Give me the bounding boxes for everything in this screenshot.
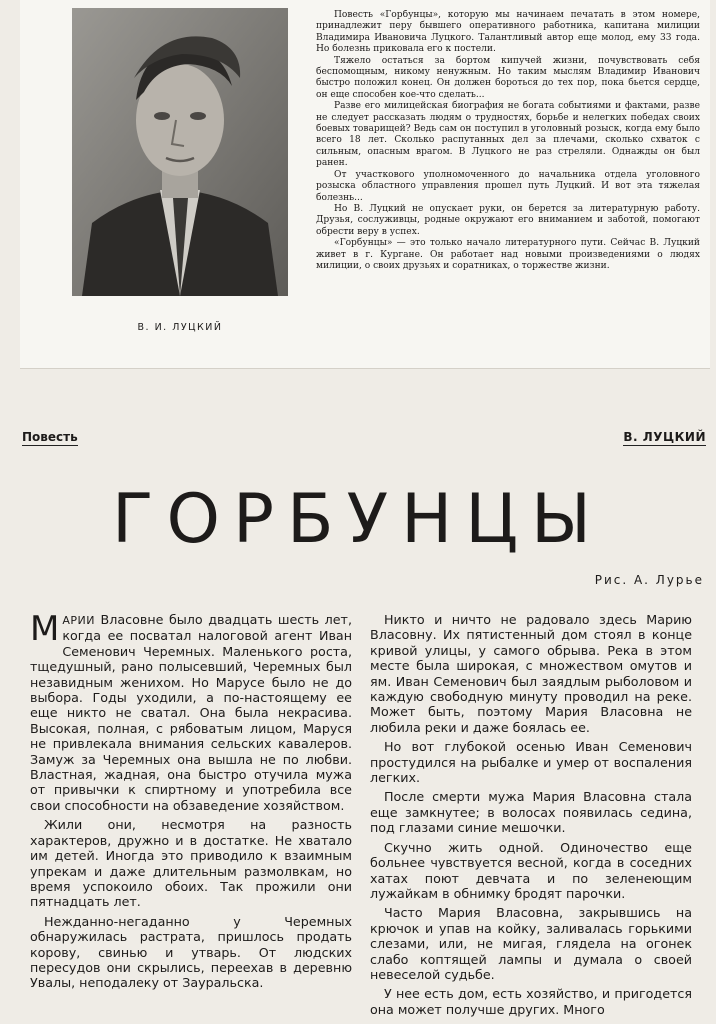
story-paragraph: Никто и ничто не радовало здесь Марию Власовну. Их пятистенный дом стоял в конце кривой улицы, у самого обрыва. Река в этом месте была широкая, с множеством омутов и ям. Иван Семенович был заядлым рыболовом и каждую свободную минуту проводил на реке. Может быть, поэтому Мария Власовна не любила реки и даже боялась ее. (370, 612, 692, 735)
story-column-right (370, 612, 692, 1024)
intro-paragraph: Разве его милицейская биография не богата событиями и фактами, разве не следует рассказать людям о трудностях, борьбе и нелегких победах своих боевых товарищей? Ведь сам он поступил в уголовный розыск, когда ему было всего 18 лет. Сколько распутанных дел за плечами, сколько схваток с сильным, опасным врагом. В Луцкого не раз стреляли. Однажды он был ранен. (316, 101, 700, 169)
story-text: Власовне было двадцать шесть лет, когда ее посватал налоговой агент Иван Семенович Черемных. Маленького роста, тщедушный, рано полысевший, Черемных был незавидным женихом. Но Марусе было не до выбора. Годы уходили, а по-настоящему ее еще никто не сватал. Она была некрасива. Высокая, полная, с рябоватым лицом, Маруся не привлекала внимания сельских кавалеров. Замуж за Черемных она вышла не по любви. Властная, жадная, она быстро отучила мужа от привычки к спиртному и употребила все свои способности на обзаведение хозяйством. (30, 612, 352, 813)
author-intro-panel (20, 0, 710, 369)
story-paragraph: У нее есть дом, есть хозяйство, и пригодется она может получше других. Много (370, 986, 692, 1017)
story-paragraph: Нежданно-негаданно у Черемных обнаружилась растрата, пришлось продать корову, свинью и утварь. От людских пересудов они скрылись, переехав в деревню Увалы, неподалеку от Зауральска. (30, 913, 352, 991)
intro-paragraph: «Горбунцы» — это только начало литературного пути. Сейчас В. Луцкий живет в г. Кургане. Он работает над новыми произведениями о людях милиции, о своих друзьях и соратниках, о торжестве жизни. (316, 238, 700, 271)
story-column-left (30, 612, 352, 1024)
story-paragraph: Часто Мария Власовна, закрывшись на крючок и упав на койку, заливалась горькими слезами, или, не мигая, глядела на огонек слабо коптящей лампы и думала о своей невеселой судьбе. (370, 905, 692, 982)
story-paragraph: Скучно жить одной. Одиночество еще больнее чувствуется весной, когда в соседних хатах поют девчата и по зеленеющим лужайкам в обнимку бродят парочки. (370, 839, 692, 901)
author-byline: В. ЛУЦКИЙ (623, 430, 706, 444)
intro-text (316, 10, 700, 360)
illustrator-credit: Рис. А. Лурье (594, 573, 704, 587)
story-paragraph: Жили они, несмотря на разность характеров, дружно и в достатке. Не хватало им детей. Иногда это приводило к взаимным упрекам и даже длительным размолвкам, но время успокоило обоих. Так прожили они пятнадцать лет. (30, 817, 352, 910)
intro-paragraph: От участкового уполномоченного до начальника отдела уголовного розыска областного управления прошел путь Луцкий. И вот эта тяжелая болезнь... (316, 169, 700, 203)
story-paragraph: Но вот глубокой осенью Иван Семенович простудился на рыбалке и умер от воспаления легких. (370, 739, 692, 786)
story-paragraph: После смерти мужа Мария Власовна стала еще замкнутее; в волосах появилась седина, под глазами синие мешочки. (370, 789, 692, 836)
portrait-illustration (72, 8, 288, 296)
portrait-caption: В. И. ЛУЦКИЙ (137, 322, 223, 333)
section-label: Повесть (22, 430, 78, 444)
intro-paragraph: Повесть «Горбунцы», которую мы начинаем печатать в этом номере, принадлежит перу бывшего оперативного работника, капитана милиции Владимира Ивановича Луцкого. Талантливый автор еще молод, ему 33 года. Но болезнь приковала его к постели. (316, 10, 700, 55)
lead-word: АРИИ (62, 614, 95, 627)
story-title: ГОРБУНЦЫ (111, 480, 604, 559)
author-portrait-photo (72, 8, 288, 296)
intro-paragraph: Тяжело остаться за бортом кипучей жизни, почувствовать себя беспомощным, никому ненужным. Но таким мыслям Владимир Иванович быстро положил конец. Он должен бороться до тех пор, пока бьется сердце, он еще способен кое-что сделать... (316, 55, 700, 100)
intro-paragraph: Но В. Луцкий не опускает руки, он берется за литературную работу. Друзья, сослуживцы, родные окружают его вниманием и заботой, помогают обрести веру в успех. (316, 203, 700, 237)
drop-cap: М (30, 612, 60, 649)
story-paragraph (30, 612, 352, 813)
